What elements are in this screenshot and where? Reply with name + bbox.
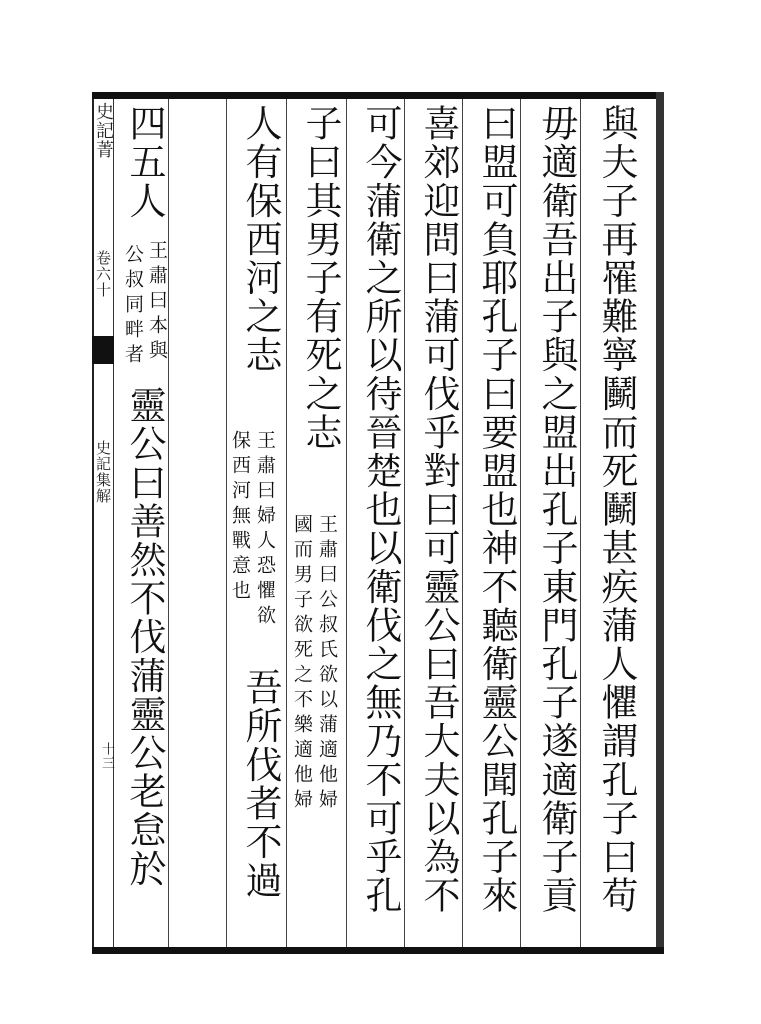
column-divider	[462, 99, 463, 947]
text-column-3: 曰盟可負耶孔子曰要盟也神不聽衛靈公聞孔子來	[475, 104, 518, 915]
column-divider	[520, 99, 521, 947]
column-divider	[580, 99, 581, 947]
frame-right-rule	[656, 92, 664, 954]
text-column-5: 可今蒲衛之所以待晉楚也以衛伐之無乃不可乎孔	[359, 104, 402, 915]
annotation-column-7b: 保西河無戰意也	[229, 430, 251, 605]
column-divider	[346, 99, 347, 947]
text-column-7: 人有保西河之志	[239, 104, 282, 375]
annotation-column-7a: 王肅曰婦人恐懼欲	[254, 430, 276, 630]
annotation-column-8b: 公叔同畔者	[122, 244, 144, 369]
annotation-column-6a: 王肅曰公叔氏欲以蒲適他婦	[316, 514, 338, 814]
margin-volume: 卷六十	[94, 250, 112, 298]
annotation-column-8a: 王肅曰本與	[146, 240, 168, 365]
column-divider	[168, 99, 169, 947]
text-column-4: 喜郊迎問曰蒲可伐乎對曰可靈公曰吾大夫以為不	[417, 104, 460, 915]
margin-page-number: 十三	[99, 742, 114, 770]
frame-top-rule	[92, 92, 664, 99]
margin-book-title: 史記菁	[93, 102, 114, 159]
margin-strip	[92, 99, 114, 947]
text-column-2: 毋適衛吾出子與之盟出孔子東門孔子遂適衛子貢	[535, 104, 578, 915]
text-column-1: 與夫子再罹難寧鬭而死鬭甚疾蒲人懼謂孔子曰苟	[595, 104, 638, 915]
annotation-column-6b: 國而男子欲死之不樂適他婦	[291, 514, 313, 814]
text-column-7-continued: 吾所伐者不過	[239, 668, 282, 900]
column-divider	[286, 99, 287, 947]
column-divider	[404, 99, 405, 947]
text-column-8-continued: 靈公曰善然不伐蒲靈公老怠於	[123, 386, 166, 888]
margin-section: 史記集解	[94, 440, 112, 504]
fishtail-mark	[92, 336, 114, 364]
frame-bottom-rule	[92, 947, 664, 954]
text-column-6: 子曰其男子有死之志	[299, 104, 342, 452]
column-divider	[226, 99, 227, 947]
text-column-8: 四五人	[123, 104, 166, 220]
